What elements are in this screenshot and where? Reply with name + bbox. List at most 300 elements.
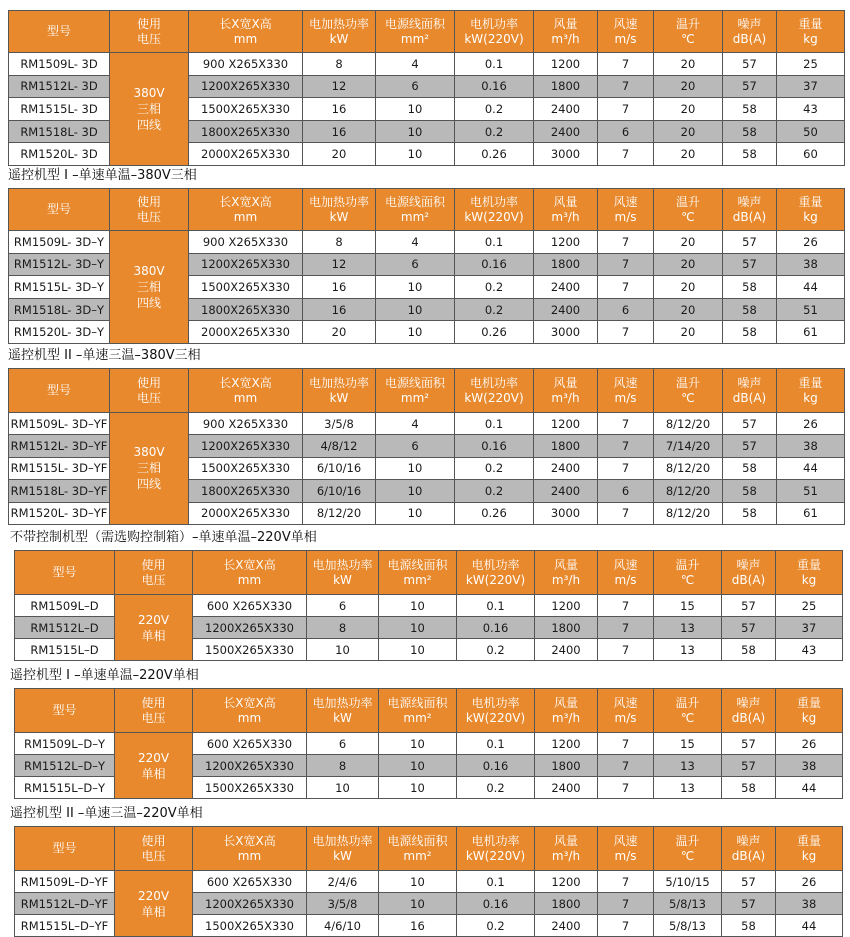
cell-dims: 900 X265X330 bbox=[189, 413, 303, 435]
cell-motor: 0.2 bbox=[457, 777, 535, 799]
cell-motor: 0.2 bbox=[455, 120, 534, 143]
header-heat-line: kW bbox=[329, 390, 349, 405]
header-noise bbox=[722, 551, 776, 595]
header-speed bbox=[598, 189, 654, 231]
header-speed-line: 风速 bbox=[613, 833, 638, 848]
cell-model: RM1518L- 3D–YF bbox=[9, 480, 110, 502]
cell-noise: 58 bbox=[723, 480, 777, 502]
cell-weight: 37 bbox=[777, 75, 845, 98]
table-title: 遥控机型 II –单速三温–380V三相 bbox=[8, 348, 201, 363]
header-dims-line: 长X宽X高 bbox=[223, 557, 276, 572]
header-temp-line: 温升 bbox=[675, 557, 700, 572]
cell-dims: 1200X265X330 bbox=[193, 893, 307, 915]
cell-model: RM1512L- 3D–Y bbox=[9, 253, 110, 276]
cell-temp: 5/8/13 bbox=[654, 915, 722, 937]
table-row bbox=[9, 413, 845, 435]
header-noise-line: dB(A) bbox=[732, 31, 767, 46]
header-model: 型号 bbox=[9, 369, 110, 413]
cell-temp: 13 bbox=[654, 777, 722, 799]
cell-noise: 58 bbox=[723, 120, 777, 143]
header-voltage bbox=[115, 551, 193, 595]
cell-temp: 7/14/20 bbox=[654, 435, 723, 457]
header-temp bbox=[654, 369, 723, 413]
header-weight bbox=[776, 551, 843, 595]
header-temp-line: ℃ bbox=[681, 31, 695, 46]
cell-model: RM1515L- 3D–Y bbox=[9, 276, 110, 299]
cell-temp: 20 bbox=[654, 143, 723, 166]
cell-temp: 8/12/20 bbox=[654, 413, 723, 435]
cell-dims: 1800X265X330 bbox=[189, 480, 303, 502]
cell-motor: 0.26 bbox=[455, 143, 534, 166]
cell-noise: 57 bbox=[722, 733, 776, 755]
cell-noise: 57 bbox=[723, 231, 777, 254]
cell-motor: 0.16 bbox=[455, 253, 534, 276]
header-noise bbox=[722, 827, 776, 871]
cell-air: 2400 bbox=[534, 298, 598, 321]
header-motor-line: 电机功率 bbox=[471, 557, 520, 572]
header-motor-line: kW(220V) bbox=[464, 31, 524, 46]
header-weight-line: 重量 bbox=[798, 16, 823, 31]
cell-speed: 7 bbox=[598, 617, 654, 639]
cell-voltage bbox=[110, 53, 189, 166]
cell-noise: 57 bbox=[723, 253, 777, 276]
cell-weight: 26 bbox=[776, 733, 843, 755]
header-motor bbox=[455, 11, 534, 53]
header-dims bbox=[189, 189, 303, 231]
cell-model: RM1512L–D bbox=[15, 617, 115, 639]
voltage-line: 四线 bbox=[136, 477, 161, 492]
header-speed-line: 风速 bbox=[613, 194, 638, 209]
cell-voltage bbox=[115, 733, 193, 799]
cell-air: 2400 bbox=[534, 480, 598, 502]
header-dims-line: 长X宽X高 bbox=[219, 194, 272, 209]
header-heat-line: 电加热功率 bbox=[308, 375, 369, 390]
table-title: 不带控制机型（需选购控制箱）–单速单温–220V单相 bbox=[10, 530, 317, 545]
cell-model: RM1509L- 3D bbox=[9, 53, 110, 76]
cell-heat: 20 bbox=[303, 143, 376, 166]
header-heat-line: kW bbox=[329, 31, 349, 46]
cell-weight: 26 bbox=[777, 413, 845, 435]
cell-speed: 7 bbox=[598, 75, 654, 98]
header-noise-line: dB(A) bbox=[732, 390, 767, 405]
cell-weight: 44 bbox=[776, 915, 843, 937]
header-heat-line: 电加热功率 bbox=[308, 16, 369, 31]
cell-motor: 0.1 bbox=[457, 871, 535, 893]
header-heat bbox=[303, 189, 376, 231]
cell-speed: 7 bbox=[598, 276, 654, 299]
header-dims-line: 长X宽X高 bbox=[223, 695, 276, 710]
cell-noise: 57 bbox=[723, 435, 777, 457]
voltage-line: 三相 bbox=[136, 101, 161, 116]
cell-weight: 50 bbox=[777, 120, 845, 143]
header-weight bbox=[776, 827, 843, 871]
cell-weight: 44 bbox=[777, 276, 845, 299]
header-weight-line: 重量 bbox=[796, 695, 821, 710]
voltage-line: 380V bbox=[133, 263, 165, 278]
header-weight-line: kg bbox=[803, 390, 818, 405]
header-model: 型号 bbox=[9, 11, 110, 53]
cell-speed: 7 bbox=[598, 502, 654, 524]
cell-speed: 7 bbox=[598, 639, 654, 661]
cell-speed: 6 bbox=[598, 120, 654, 143]
voltage-line: 三相 bbox=[136, 279, 161, 294]
cell-cable: 10 bbox=[379, 777, 457, 799]
cell-model: RM1509L- 3D–Y bbox=[9, 231, 110, 254]
header-air-line: 风量 bbox=[553, 16, 578, 31]
cell-heat: 16 bbox=[303, 298, 376, 321]
cell-speed: 7 bbox=[598, 733, 654, 755]
voltage-line: 380V bbox=[133, 85, 165, 100]
cell-dims: 600 X265X330 bbox=[193, 733, 307, 755]
cell-motor: 0.16 bbox=[457, 893, 535, 915]
header-heat bbox=[307, 827, 379, 871]
header-noise-line: 噪声 bbox=[736, 557, 761, 572]
header-speed-line: m/s bbox=[614, 572, 637, 587]
cell-speed: 7 bbox=[598, 915, 654, 937]
cell-cable: 10 bbox=[379, 755, 457, 777]
cell-dims: 1800X265X330 bbox=[189, 298, 303, 321]
cell-model: RM1515L–D bbox=[15, 639, 115, 661]
cell-dims: 1500X265X330 bbox=[189, 98, 303, 121]
header-weight-line: kg bbox=[801, 572, 817, 587]
cell-noise: 57 bbox=[722, 871, 776, 893]
cell-weight: 38 bbox=[776, 755, 843, 777]
cell-motor: 0.2 bbox=[455, 480, 534, 502]
cell-noise: 58 bbox=[722, 915, 776, 937]
header-motor-line: kW(220V) bbox=[464, 390, 524, 405]
header-noise bbox=[723, 189, 777, 231]
header-air-line: m³/h bbox=[551, 209, 580, 224]
header-noise-line: dB(A) bbox=[731, 572, 766, 587]
header-speed bbox=[598, 369, 654, 413]
header-air-line: 风量 bbox=[553, 194, 578, 209]
cell-speed: 7 bbox=[598, 777, 654, 799]
cell-motor: 0.16 bbox=[455, 75, 534, 98]
spec-table bbox=[14, 826, 843, 937]
header-cable-line: mm² bbox=[400, 31, 430, 46]
cell-motor: 0.2 bbox=[455, 98, 534, 121]
voltage-line: 220V bbox=[137, 750, 170, 765]
cell-dims: 1500X265X330 bbox=[189, 276, 303, 299]
header-weight-line: kg bbox=[801, 848, 817, 863]
header-heat-line: 电加热功率 bbox=[312, 695, 373, 710]
cell-dims: 1500X265X330 bbox=[193, 915, 307, 937]
header-weight bbox=[777, 369, 845, 413]
cell-temp: 15 bbox=[654, 595, 722, 617]
cell-cable: 10 bbox=[376, 298, 455, 321]
cell-noise: 57 bbox=[722, 595, 776, 617]
cell-air: 1200 bbox=[535, 595, 598, 617]
table-row bbox=[15, 733, 843, 755]
cell-model: RM1509L–D–YF bbox=[15, 871, 115, 893]
header-motor-line: kW(220V) bbox=[464, 209, 524, 224]
cell-heat: 3/5/8 bbox=[303, 413, 376, 435]
header-cable bbox=[376, 11, 455, 53]
header-dims bbox=[193, 689, 307, 733]
voltage-line: 四线 bbox=[136, 117, 161, 132]
cell-air: 1800 bbox=[535, 893, 598, 915]
header-noise-line: 噪声 bbox=[737, 194, 762, 209]
table-row bbox=[9, 231, 845, 254]
cell-cable: 6 bbox=[376, 253, 455, 276]
header-heat-line: 电加热功率 bbox=[308, 194, 369, 209]
cell-motor: 0.26 bbox=[455, 321, 534, 344]
header-heat-line: kW bbox=[333, 710, 352, 725]
header-cable bbox=[376, 189, 455, 231]
cell-weight: 51 bbox=[777, 298, 845, 321]
header-speed-line: m/s bbox=[614, 390, 637, 405]
cell-heat: 10 bbox=[307, 777, 379, 799]
cell-motor: 0.26 bbox=[455, 502, 534, 524]
header-dims-line: mm bbox=[233, 390, 258, 405]
cell-cable: 4 bbox=[376, 413, 455, 435]
header-motor-line: 电机功率 bbox=[469, 194, 518, 209]
cell-dims: 1800X265X330 bbox=[189, 120, 303, 143]
cell-temp: 20 bbox=[654, 253, 723, 276]
header-cable-line: mm² bbox=[403, 710, 432, 725]
cell-cable: 10 bbox=[376, 276, 455, 299]
voltage-line: 220V bbox=[137, 612, 170, 627]
header-speed bbox=[598, 551, 654, 595]
header-speed-line: m/s bbox=[614, 710, 637, 725]
cell-heat: 8 bbox=[303, 53, 376, 76]
header-air-line: 风量 bbox=[553, 695, 578, 710]
header-temp-line: 温升 bbox=[675, 833, 700, 848]
header-temp-line: ℃ bbox=[681, 209, 695, 224]
cell-cable: 10 bbox=[376, 321, 455, 344]
cell-speed: 7 bbox=[598, 143, 654, 166]
cell-heat: 16 bbox=[303, 120, 376, 143]
cell-dims: 1200X265X330 bbox=[193, 755, 307, 777]
cell-cable: 10 bbox=[379, 639, 457, 661]
cell-speed: 7 bbox=[598, 98, 654, 121]
header-speed-line: 风速 bbox=[613, 16, 638, 31]
header-weight-line: kg bbox=[801, 710, 817, 725]
cell-speed: 7 bbox=[598, 53, 654, 76]
header-motor-line: 电机功率 bbox=[469, 375, 518, 390]
header-motor-line: 电机功率 bbox=[471, 833, 520, 848]
header-voltage-line: 电压 bbox=[141, 572, 166, 587]
cell-heat: 8 bbox=[307, 617, 379, 639]
header-noise bbox=[722, 689, 776, 733]
cell-air: 2400 bbox=[534, 120, 598, 143]
cell-temp: 20 bbox=[654, 276, 723, 299]
cell-model: RM1518L- 3D–Y bbox=[9, 298, 110, 321]
cell-noise: 57 bbox=[722, 893, 776, 915]
table-row bbox=[15, 871, 843, 893]
header-model: 型号 bbox=[9, 189, 110, 231]
cell-temp: 20 bbox=[654, 75, 723, 98]
header-dims-line: 长X宽X高 bbox=[219, 375, 272, 390]
header-air-line: m³/h bbox=[551, 710, 581, 725]
header-voltage-line: 使用 bbox=[141, 833, 166, 848]
table-title: 遥控机型 I –单速单温–380V三相 bbox=[8, 168, 197, 183]
spec-table bbox=[8, 188, 845, 344]
header-air-line: 风量 bbox=[553, 557, 578, 572]
cell-weight: 26 bbox=[777, 231, 845, 254]
header-dims bbox=[189, 369, 303, 413]
cell-model: RM1515L–D–YF bbox=[15, 915, 115, 937]
cell-motor: 0.2 bbox=[455, 457, 534, 479]
header-weight-line: 重量 bbox=[798, 194, 823, 209]
cell-noise: 58 bbox=[723, 98, 777, 121]
header-speed-line: 风速 bbox=[613, 557, 638, 572]
cell-motor: 0.2 bbox=[457, 639, 535, 661]
cell-noise: 58 bbox=[722, 639, 776, 661]
header-noise-line: 噪声 bbox=[737, 16, 762, 31]
cell-heat: 12 bbox=[303, 75, 376, 98]
header-cable-line: 电源线面积 bbox=[387, 695, 448, 710]
header-air-line: m³/h bbox=[551, 572, 581, 587]
header-speed bbox=[598, 689, 654, 733]
header-voltage-line: 使用 bbox=[136, 16, 161, 31]
header-model: 型号 bbox=[15, 827, 115, 871]
cell-dims: 1200X265X330 bbox=[189, 75, 303, 98]
header-cable bbox=[379, 689, 457, 733]
cell-air: 3000 bbox=[534, 321, 598, 344]
cell-weight: 38 bbox=[776, 893, 843, 915]
header-voltage-line: 电压 bbox=[141, 848, 166, 863]
header-noise-line: dB(A) bbox=[731, 848, 766, 863]
cell-air: 2400 bbox=[534, 457, 598, 479]
cell-motor: 0.16 bbox=[455, 435, 534, 457]
header-heat bbox=[303, 369, 376, 413]
cell-motor: 0.1 bbox=[457, 595, 535, 617]
cell-noise: 58 bbox=[723, 321, 777, 344]
cell-heat: 6 bbox=[307, 733, 379, 755]
cell-air: 1200 bbox=[534, 53, 598, 76]
header-dims-line: mm bbox=[233, 31, 258, 46]
header-model: 型号 bbox=[15, 551, 115, 595]
header-voltage-line: 使用 bbox=[141, 695, 166, 710]
table-row bbox=[9, 53, 845, 76]
cell-weight: 26 bbox=[776, 871, 843, 893]
header-motor-line: kW(220V) bbox=[465, 710, 526, 725]
cell-weight: 37 bbox=[776, 617, 843, 639]
cell-heat: 6/10/16 bbox=[303, 457, 376, 479]
cell-speed: 7 bbox=[598, 231, 654, 254]
cell-noise: 57 bbox=[723, 53, 777, 76]
cell-dims: 600 X265X330 bbox=[193, 595, 307, 617]
header-noise-line: 噪声 bbox=[736, 695, 761, 710]
cell-temp: 15 bbox=[654, 733, 722, 755]
cell-temp: 8/12/20 bbox=[654, 480, 723, 502]
cell-heat: 8/12/20 bbox=[303, 502, 376, 524]
cell-model: RM1509L–D–Y bbox=[15, 733, 115, 755]
header-cable-line: mm² bbox=[403, 848, 432, 863]
header-speed bbox=[598, 827, 654, 871]
header-temp bbox=[654, 551, 722, 595]
cell-motor: 0.1 bbox=[455, 53, 534, 76]
header-motor bbox=[457, 689, 535, 733]
cell-weight: 38 bbox=[777, 253, 845, 276]
header-dims-line: mm bbox=[237, 710, 262, 725]
cell-cable: 10 bbox=[376, 480, 455, 502]
cell-cable: 10 bbox=[379, 595, 457, 617]
cell-voltage bbox=[110, 231, 189, 344]
header-dims-line: 长X宽X高 bbox=[223, 833, 276, 848]
header-dims-line: mm bbox=[233, 209, 258, 224]
header-noise-line: 噪声 bbox=[737, 375, 762, 390]
cell-heat: 4/6/10 bbox=[307, 915, 379, 937]
cell-cable: 6 bbox=[376, 435, 455, 457]
header-temp bbox=[654, 689, 722, 733]
cell-temp: 20 bbox=[654, 120, 723, 143]
header-voltage-line: 电压 bbox=[136, 390, 161, 405]
cell-air: 1800 bbox=[534, 75, 598, 98]
cell-heat: 8 bbox=[303, 231, 376, 254]
header-cable-line: mm² bbox=[403, 572, 432, 587]
cell-noise: 58 bbox=[722, 777, 776, 799]
cell-model: RM1515L–D–Y bbox=[15, 777, 115, 799]
header-noise-line: dB(A) bbox=[732, 209, 767, 224]
cell-model: RM1520L- 3D bbox=[9, 143, 110, 166]
cell-speed: 7 bbox=[598, 755, 654, 777]
header-speed-line: m/s bbox=[614, 31, 637, 46]
cell-air: 1800 bbox=[535, 617, 598, 639]
cell-cable: 10 bbox=[379, 617, 457, 639]
cell-cable: 10 bbox=[376, 98, 455, 121]
cell-weight: 61 bbox=[777, 502, 845, 524]
header-motor-line: 电机功率 bbox=[469, 16, 518, 31]
header-cable-line: mm² bbox=[400, 390, 430, 405]
cell-heat: 20 bbox=[303, 321, 376, 344]
spec-table bbox=[8, 368, 845, 525]
header-air-line: m³/h bbox=[551, 848, 581, 863]
table-title: 遥控机型 II –单速三温–220V单相 bbox=[10, 806, 203, 821]
header-temp-line: 温升 bbox=[675, 375, 700, 390]
header-temp bbox=[654, 827, 722, 871]
cell-motor: 0.1 bbox=[455, 413, 534, 435]
header-voltage-line: 使用 bbox=[136, 375, 161, 390]
cell-noise: 57 bbox=[723, 75, 777, 98]
header-cable-line: 电源线面积 bbox=[387, 833, 448, 848]
cell-speed: 7 bbox=[598, 595, 654, 617]
cell-weight: 61 bbox=[777, 321, 845, 344]
header-speed-line: m/s bbox=[614, 848, 637, 863]
spec-table bbox=[14, 688, 843, 799]
cell-cable: 10 bbox=[379, 733, 457, 755]
cell-cable: 10 bbox=[379, 893, 457, 915]
cell-model: RM1512L–D–Y bbox=[15, 755, 115, 777]
cell-model: RM1520L- 3D–Y bbox=[9, 321, 110, 344]
cell-noise: 57 bbox=[723, 413, 777, 435]
cell-speed: 7 bbox=[598, 413, 654, 435]
header-voltage bbox=[115, 827, 193, 871]
table-row bbox=[15, 595, 843, 617]
header-cable-line: 电源线面积 bbox=[384, 16, 445, 31]
cell-speed: 6 bbox=[598, 480, 654, 502]
cell-voltage bbox=[115, 871, 193, 937]
header-temp bbox=[654, 11, 723, 53]
cell-model: RM1512L- 3D bbox=[9, 75, 110, 98]
voltage-line: 单相 bbox=[141, 904, 166, 919]
header-voltage-line: 电压 bbox=[141, 710, 166, 725]
cell-model: RM1518L- 3D bbox=[9, 120, 110, 143]
header-air-line: m³/h bbox=[551, 31, 580, 46]
header-air bbox=[535, 551, 598, 595]
header-air bbox=[534, 369, 598, 413]
cell-air: 3000 bbox=[534, 502, 598, 524]
cell-air: 2400 bbox=[535, 777, 598, 799]
cell-voltage bbox=[110, 413, 189, 525]
cell-heat: 6/10/16 bbox=[303, 480, 376, 502]
cell-speed: 6 bbox=[598, 298, 654, 321]
cell-heat: 2/4/6 bbox=[307, 871, 379, 893]
cell-cable: 10 bbox=[376, 502, 455, 524]
header-air bbox=[535, 827, 598, 871]
header-cable-line: mm² bbox=[400, 209, 430, 224]
